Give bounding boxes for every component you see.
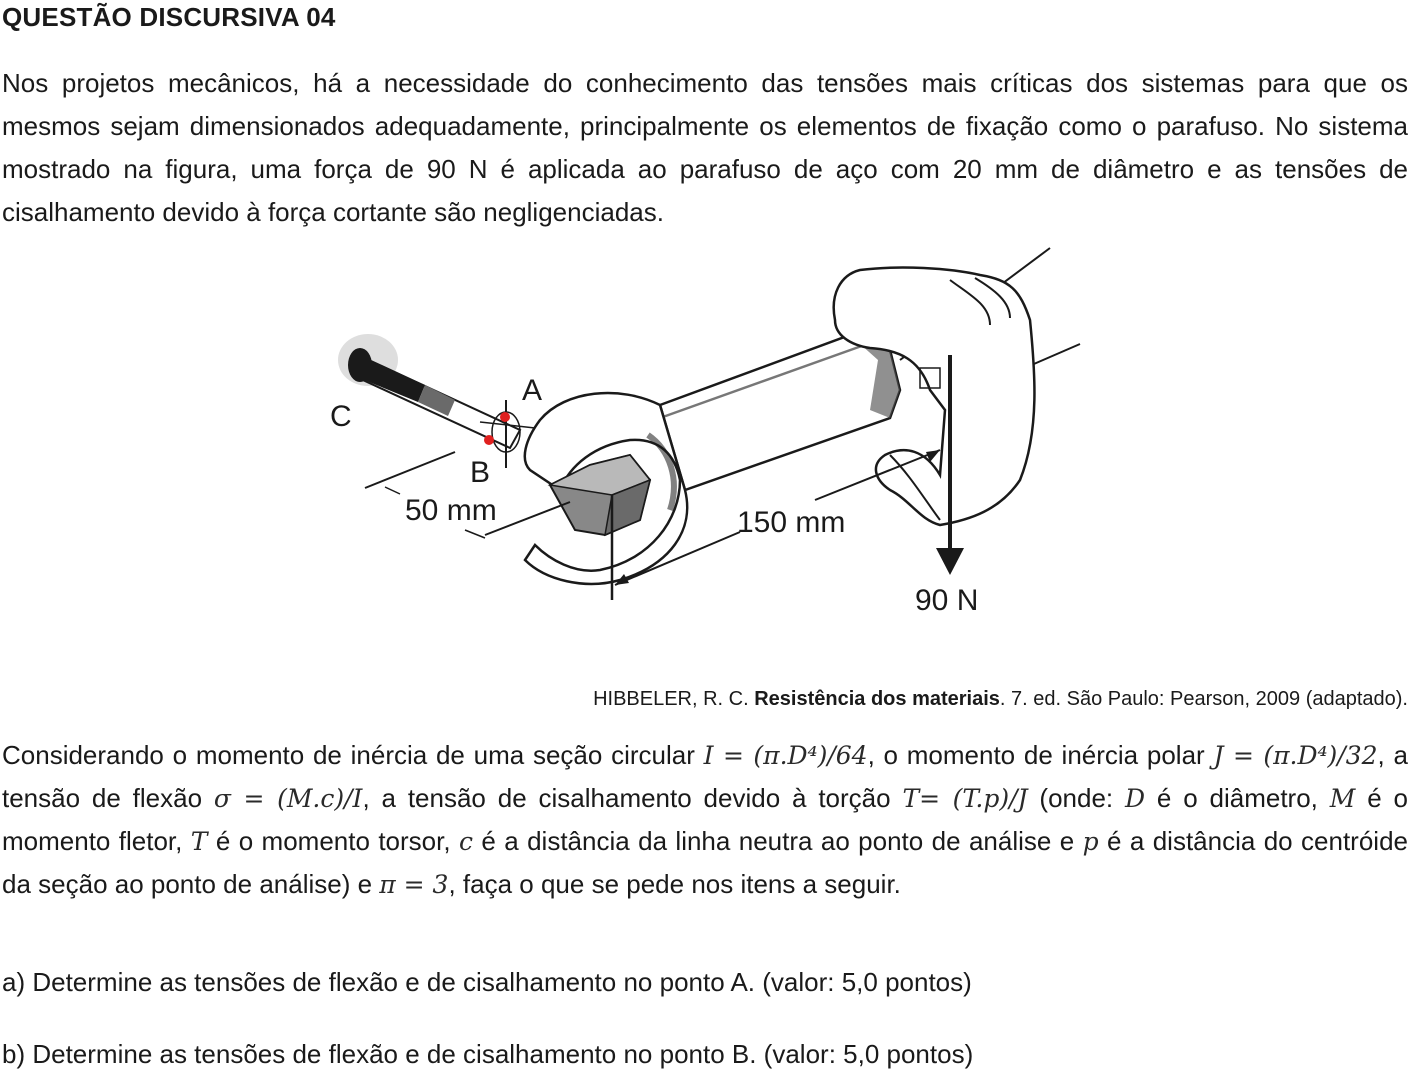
symbol-m: M — [1329, 784, 1356, 813]
figure-drawing — [330, 240, 1090, 630]
formula-pi: π = 3 — [379, 870, 449, 899]
symbol-p: p — [1082, 827, 1099, 856]
label-b: B — [470, 456, 491, 489]
body-text-4: , a tensão de cisalhamento devido à torção — [362, 783, 903, 813]
body-text-6: é o diâmetro, — [1145, 783, 1330, 813]
body-text-5: (onde: — [1027, 783, 1125, 813]
figure-citation — [593, 688, 1408, 711]
symbol-c: c — [458, 827, 473, 856]
body-text-11: , faça o que se pede nos itens a seguir. — [448, 869, 901, 899]
citation-book: Resistência dos materiais — [754, 688, 1000, 710]
force-arrowhead — [936, 548, 964, 575]
label-dim-50: 50 mm — [405, 494, 497, 527]
dim-50-extension-left — [365, 452, 455, 488]
label-dim-150: 150 mm — [737, 506, 846, 539]
dim-50-extension-right — [485, 502, 570, 535]
point-a-marker — [500, 412, 510, 422]
body-text-1: Considerando o momento de inércia de uma seção circular — [2, 740, 704, 770]
formulas-paragraph — [2, 734, 1408, 906]
body-text-7: é o momento fletor, — [2, 783, 1408, 856]
citation-rest: . 7. ed. São Paulo: Pearson, 2009 (adaptado). — [999, 688, 1408, 710]
item-b: b) Determine as tensões de flexão e de cisalhamento no ponto B. (valor: 5,0 pontos) — [2, 1039, 974, 1069]
body-text-2: , o momento de inércia polar — [867, 740, 1214, 770]
body-text-10: é a distância do centróide da seção ao ponto de análise) e — [2, 826, 1408, 899]
label-a: A — [522, 374, 543, 407]
symbol-d: D — [1125, 784, 1146, 813]
label-c: C — [330, 400, 352, 433]
formula-bending-stress: σ = (M.c)/I — [213, 784, 363, 813]
formula-inertia: I = (π.D⁴)/64 — [703, 741, 868, 770]
body-text-8: é o momento torsor, — [207, 826, 459, 856]
body-text-3: , a tensão de flexão — [2, 740, 1408, 813]
point-b-marker — [484, 435, 494, 445]
body-text-9: é a distância da linha neutra ao ponto de análise e — [473, 826, 1083, 856]
question-title: QUESTÃO DISCURSIVA 04 — [2, 2, 336, 32]
item-a: a) Determine as tensões de flexão e de cisalhamento no ponto A. (valor: 5,0 pontos) — [2, 967, 972, 997]
wrench-bolt-figure — [330, 240, 1090, 630]
wrench — [525, 335, 900, 584]
citation-author: HIBBELER, R. C. — [593, 688, 755, 710]
intro-paragraph — [2, 62, 1408, 234]
formula-torsion-stress: T= (T.p)/J — [902, 784, 1028, 813]
intro-text: Nos projetos mecânicos, há a necessidade do conhecimento das tensões mais críticas dos sistemas para que os mesmos sejam dimensionados adequadamente, principalmente os elementos de fixação como o parafuso. No sistema mostrado na figura, uma força de 90 N é aplicada ao parafuso de aço com 20 mm de diâmetro e as tensões de cisalhamento devido à força cortante são negligenciadas. — [2, 68, 1408, 227]
formula-polar-inertia: J = (π.D⁴)/32 — [1213, 741, 1378, 770]
dim-50-leader-top — [385, 487, 400, 494]
symbol-t: T — [190, 827, 208, 856]
label-force: 90 N — [915, 584, 979, 617]
dim-50-leader-bottom — [465, 530, 485, 538]
